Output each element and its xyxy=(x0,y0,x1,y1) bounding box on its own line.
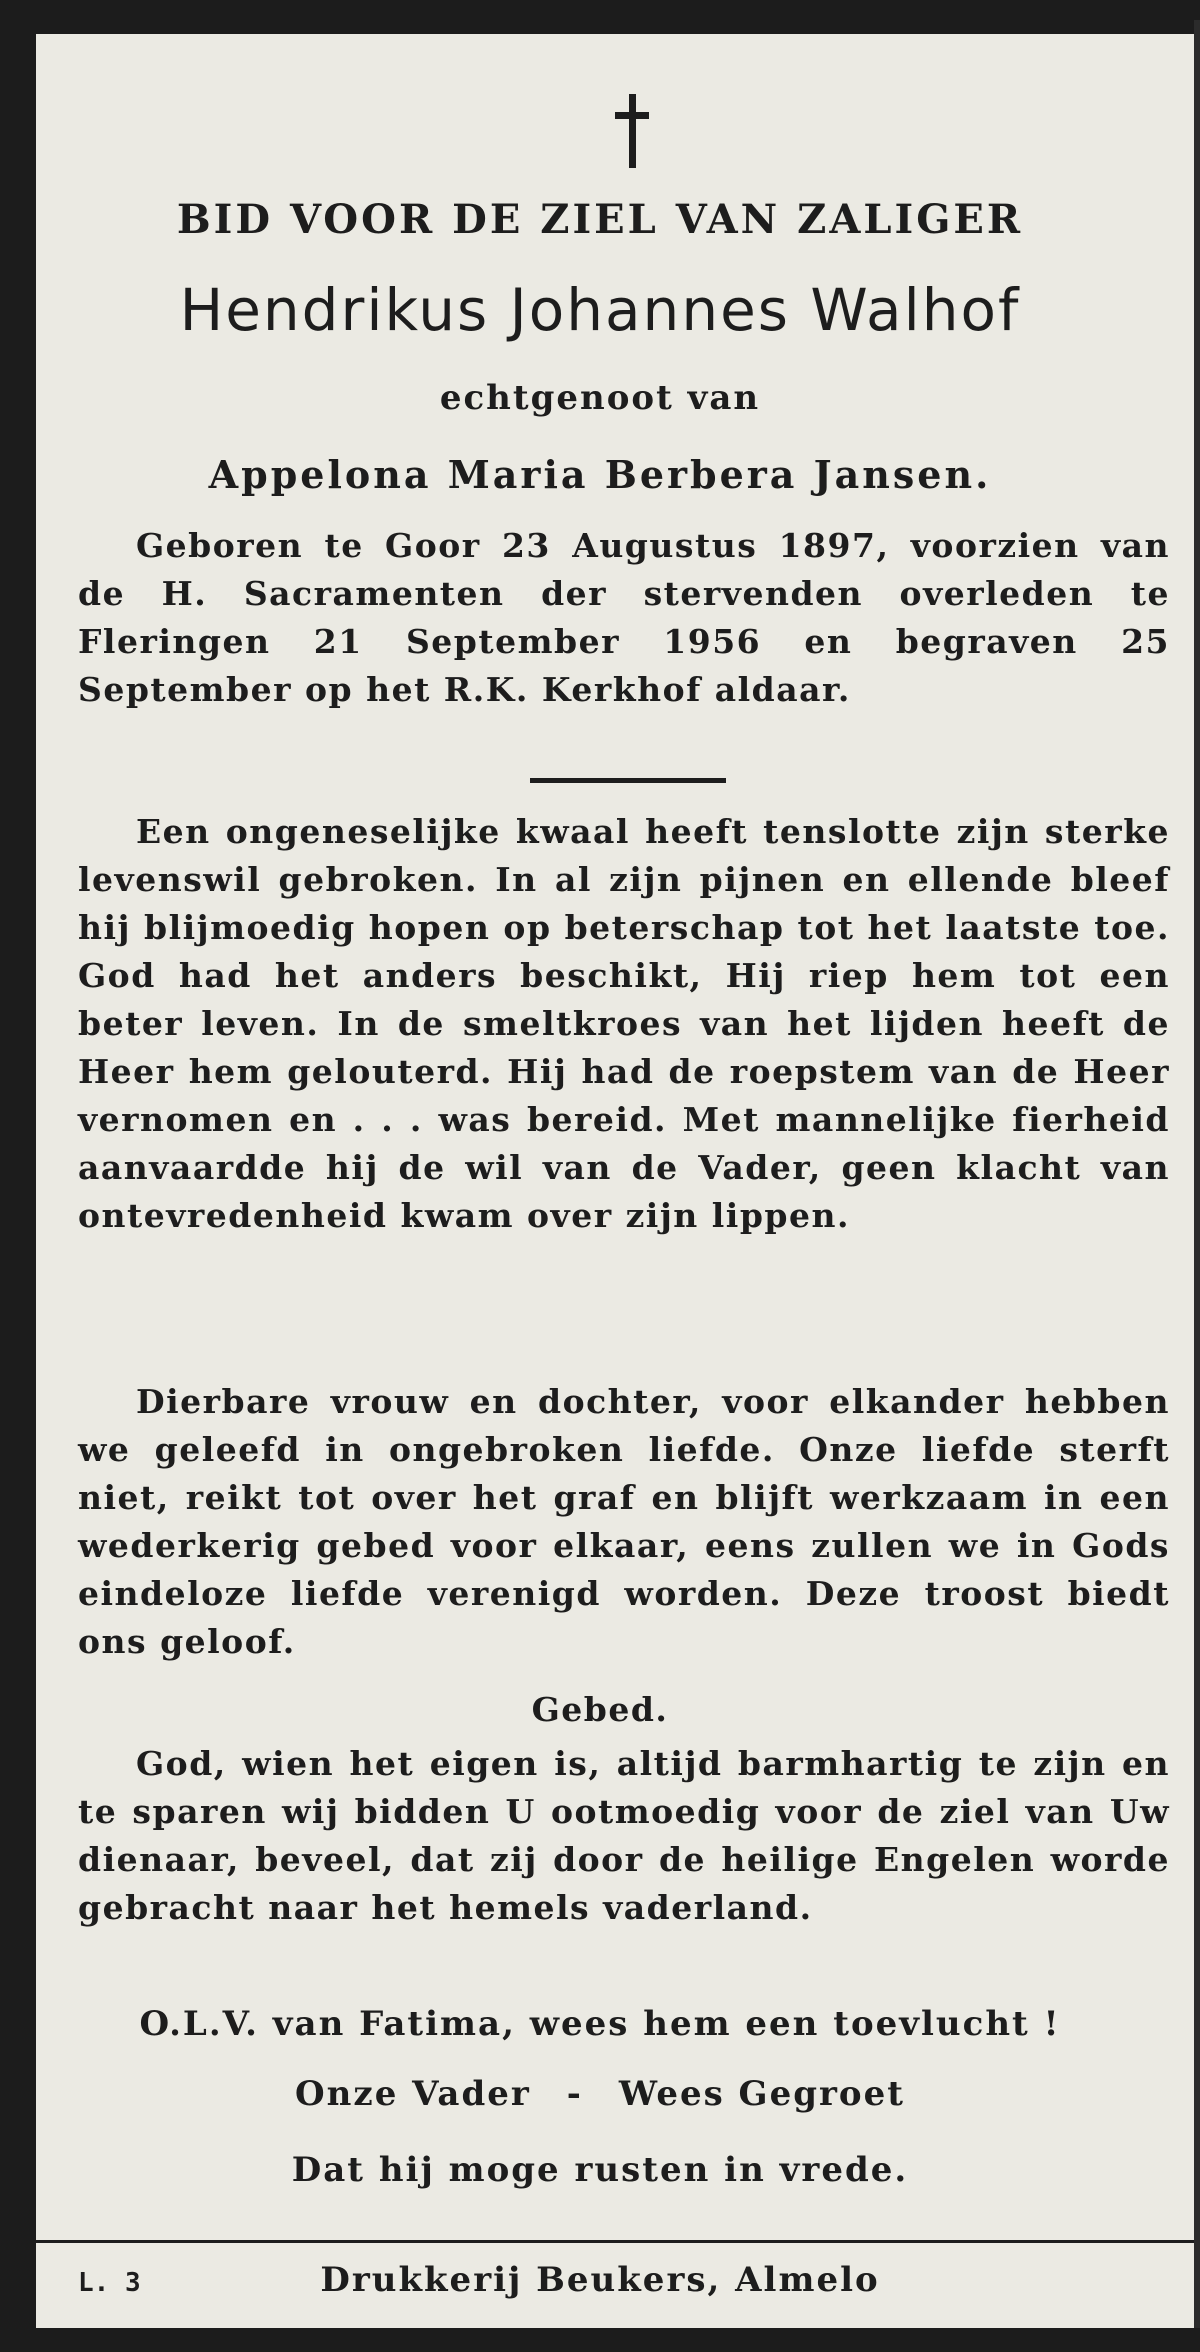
divider-rule xyxy=(530,778,726,783)
printer-credit: Drukkerij Beukers, Almelo xyxy=(320,2260,880,2300)
prayers-line xyxy=(0,2074,1200,2114)
cross-icon xyxy=(612,94,652,168)
black-border-right xyxy=(1194,20,1200,2352)
prayer-title: Gebed. xyxy=(531,1690,669,1729)
prayer-our-father: Onze Vader xyxy=(295,2074,531,2114)
rest-in-peace-line: Dat hij moge rusten in vrede. xyxy=(291,2150,909,2190)
spouse-label: echtgenoot van xyxy=(439,378,761,418)
family-paragraph: Dierbare vrouw en dochter, voor elkander hebben we geleefd in ongebroken liefde. Onze liefde sterft niet, reikt tot over het graf en blijft werkzaam in een wederkerig gebed voor elkaar, eens zullen we in Gods eindeloze liefde verenigd worden. Deze troost biedt ons geloof. xyxy=(78,1382,1170,1661)
spouse-name: Appelona Maria Berbera Jansen. xyxy=(208,452,992,497)
footer-code: L. 3 xyxy=(78,2268,141,2298)
tribute-paragraph: Een ongeneselijke kwaal heeft tenslotte zijn sterke levenswil gebroken. In al zijn pijnen en ellende bleef hij blijmoedig hopen op beterschap tot het laatste toe. God had het anders beschikt, Hij riep hem tot een beter leven. In de smeltkroes van het lijden heeft de Heer hem gelouterd. Hij had de roepstem van de Heer vernomen en . . . was bereid. Met mannelijke fierheid aanvaardde hij de wil van de Vader, geen klacht van ontevredenheid kwam over zijn lippen. xyxy=(78,812,1170,1235)
biography-paragraph: Geboren te Goor 23 Augustus 1897, voorzien van de H. Sacramenten der stervenden overleden te Fleringen 21 September 1956 en begraven 25 September op het R.K. Kerkhof aldaar. xyxy=(78,526,1170,709)
prayer-hail-mary: Wees Gegroet xyxy=(618,2074,905,2114)
deceased-name: Hendrikus Johannes Walhof xyxy=(179,276,1021,344)
black-border-bottom xyxy=(0,2328,1200,2352)
prayer-text: God, wien het eigen is, altijd barmhartig te zijn en te sparen wij bidden U ootmoedig voor de ziel van Uw dienaar, beveel, dat zij door de heilige Engelen worde gebracht naar het hemels vaderland. xyxy=(78,1744,1170,1927)
black-border-left xyxy=(0,0,36,2352)
prayer-separator: - xyxy=(566,2074,583,2114)
invocation-line: O.L.V. van Fatima, wees hem een toevlucht ! xyxy=(139,2004,1061,2044)
black-border-top xyxy=(0,0,1200,34)
card-heading: BID VOOR DE ZIEL VAN ZALIGER xyxy=(176,196,1024,243)
footer-rule xyxy=(36,2240,1194,2243)
